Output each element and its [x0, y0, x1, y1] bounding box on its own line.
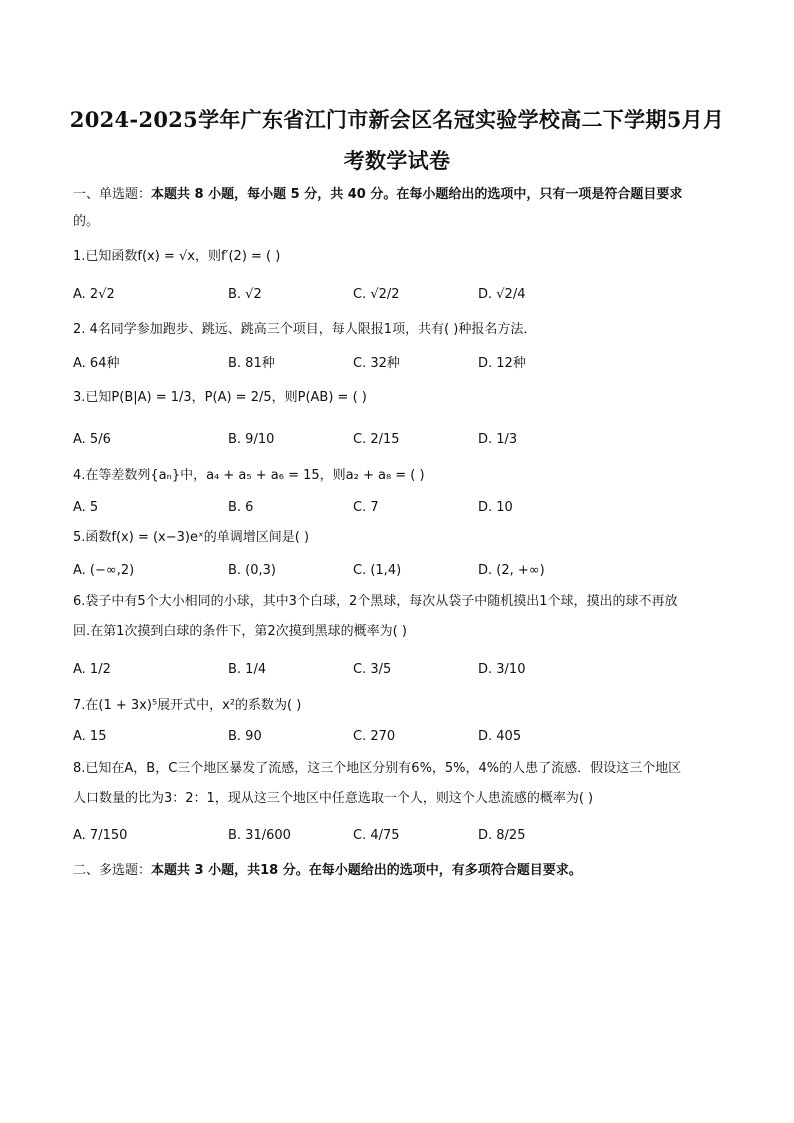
q6-stem-line1: 6.袋子中有5个大小相同的小球，其中3个白球，2个黑球，每次从袋子中随机摸出1个球，摸出的球不再放 — [73, 594, 678, 609]
q6-stem-line2: 回.在第1次摸到白球的条件下，第2次摸到黑球的概率为( ) — [73, 624, 407, 639]
q4-stem: 4.在等差数列{aₙ}中，a₄ + a₅ + a₆ = 15，则a₂ + a₈ = ( ) — [73, 468, 425, 483]
q1-options — [73, 282, 723, 306]
q5-option-c: C. (1,4) — [353, 562, 402, 578]
section1-desc-line1: 本题共 8 小题，每小题 5 分，共 40 分。在每小题给出的选项中，只有一项是符合题目要求 — [151, 187, 683, 202]
q2-option-d: D. 12种 — [478, 355, 526, 371]
q4-option-d: D. 10 — [478, 499, 513, 515]
q2-option-c: C. 32种 — [353, 355, 400, 371]
q6-option-b: B. 1/4 — [228, 661, 267, 677]
q2-options — [73, 349, 723, 373]
q3-stem: 3.已知P(B|A) = 1/3，P(A) = 2/5，则P(AB) = ( ) — [73, 390, 367, 405]
section2-prefix: 二、多选题： — [73, 863, 152, 878]
q8-options — [73, 823, 723, 847]
q1-option-c: C. √2/2 — [353, 286, 400, 302]
q4-option-a: A. 5 — [73, 499, 99, 515]
q5-options — [73, 558, 723, 582]
q8-option-a: A. 7/150 — [73, 827, 128, 843]
q1-option-a: A. 2√2 — [73, 286, 115, 302]
q5-option-a: A. (−∞,2) — [73, 562, 135, 578]
q8-option-d: D. 8/25 — [478, 827, 526, 843]
exam-title-line2: 考数学试卷 — [343, 148, 451, 173]
q4-options — [73, 495, 723, 519]
section2-desc: 本题共 3 小题，共18 分。在每小题给出的选项中，有多项符合题目要求。 — [151, 863, 582, 878]
q1-option-b: B. √2 — [228, 286, 262, 302]
section1-prefix: 一、单选题： — [73, 187, 152, 202]
q7-options — [73, 724, 723, 748]
q3-option-b: B. 9/10 — [228, 431, 275, 447]
q6-option-c: C. 3/5 — [353, 661, 392, 677]
q5-option-b: B. (0,3) — [228, 562, 277, 578]
q4-option-c: C. 7 — [353, 499, 379, 515]
q8-stem-line1: 8.已知在A，B，C三个地区暴发了流感，这三个地区分别有6%，5%，4%的人患了流感．假设这三个地区 — [73, 761, 682, 776]
q6-option-a: A. 1/2 — [73, 661, 111, 677]
q5-stem: 5.函数f(x) = (x−3)eˣ的单调增区间是( ) — [73, 530, 310, 545]
q7-option-c: C. 270 — [353, 728, 396, 744]
q8-option-b: B. 31/600 — [228, 827, 291, 843]
q6-options — [73, 657, 723, 681]
q8-option-c: C. 4/75 — [353, 827, 400, 843]
q1-stem: 1.已知函数f(x) = √x，则f′(2) = ( ) — [73, 249, 281, 264]
q7-option-a: A. 15 — [73, 728, 107, 744]
q3-option-a: A. 5/6 — [73, 431, 111, 447]
q2-option-b: B. 81种 — [228, 355, 275, 371]
section2-header — [73, 861, 723, 881]
q2-option-a: A. 64种 — [73, 355, 120, 371]
section1-header — [73, 185, 723, 205]
q1-option-d: D. √2/4 — [478, 286, 526, 302]
q2-stem: 2. 4名同学参加跑步、跳远、跳高三个项目，每人限报1项，共有( )种报名方法． — [73, 322, 537, 337]
q5-option-d: D. (2, +∞) — [478, 562, 545, 578]
exam-title-line1: 2024-2025学年广东省江门市新会区名冠实验学校高二下学期5月月 — [69, 107, 725, 132]
q7-option-b: B. 90 — [228, 728, 262, 744]
q7-stem: 7.在(1 + 3x)⁵展开式中，x²的系数为( ) — [73, 698, 302, 713]
section1-desc-line2: 的。 — [73, 214, 100, 229]
q3-options — [73, 427, 723, 451]
q6-option-d: D. 3/10 — [478, 661, 526, 677]
q4-option-b: B. 6 — [228, 499, 254, 515]
q3-option-d: D. 1/3 — [478, 431, 518, 447]
q3-option-c: C. 2/15 — [353, 431, 400, 447]
q7-option-d: D. 405 — [478, 728, 522, 744]
q8-stem-line2: 人口数量的比为3：2：1，现从这三个地区中任意选取一个人，则这个人患流感的概率为( ) — [73, 791, 594, 806]
